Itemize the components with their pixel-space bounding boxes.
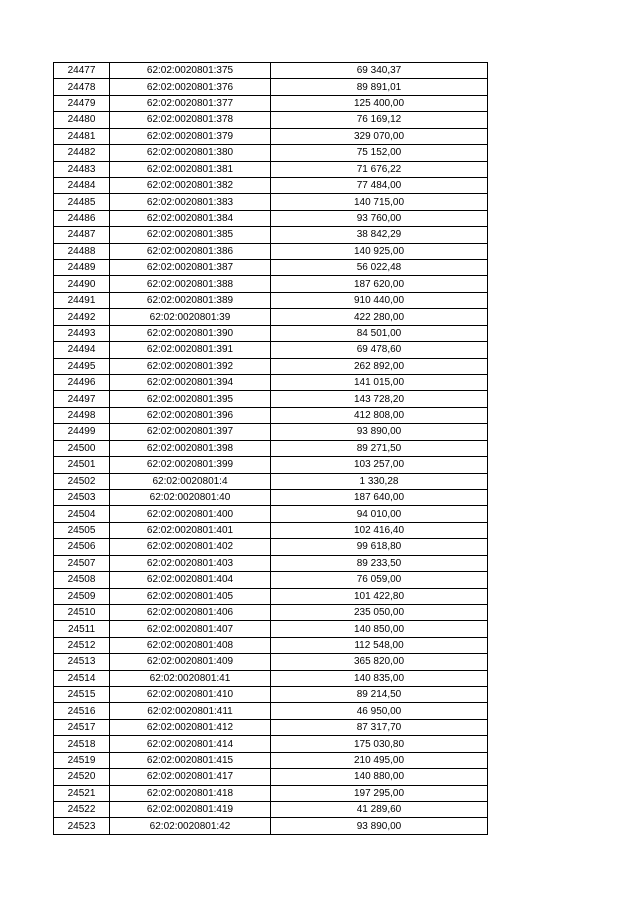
- row-number-cell: 24513: [54, 654, 110, 670]
- cadastral-value-cell: 140 715,00: [271, 194, 488, 210]
- table-row: [54, 604, 488, 620]
- row-number-cell: 24518: [54, 736, 110, 752]
- cadastral-value-cell: 87 317,70: [271, 719, 488, 735]
- cadastral-number-cell: 62:02:0020801:396: [110, 407, 271, 423]
- table-row: [54, 325, 488, 341]
- table-row: [54, 769, 488, 785]
- cadastral-number-cell: 62:02:0020801:398: [110, 440, 271, 456]
- cadastral-number-cell: 62:02:0020801:379: [110, 128, 271, 144]
- cadastral-number-cell: 62:02:0020801:399: [110, 457, 271, 473]
- table-row: [54, 95, 488, 111]
- cadastral-value-cell: 76 059,00: [271, 572, 488, 588]
- table-row: [54, 424, 488, 440]
- cadastral-value-cell: 38 842,29: [271, 227, 488, 243]
- row-number-cell: 24485: [54, 194, 110, 210]
- table-row: [54, 243, 488, 259]
- cadastral-value-cell: 93 890,00: [271, 424, 488, 440]
- cadastral-value-cell: 140 925,00: [271, 243, 488, 259]
- cadastral-value-cell: 1 330,28: [271, 473, 488, 489]
- cadastral-value-cell: 141 015,00: [271, 375, 488, 391]
- cadastral-value-cell: 143 728,20: [271, 391, 488, 407]
- cadastral-value-cell: 56 022,48: [271, 260, 488, 276]
- cadastral-number-cell: 62:02:0020801:407: [110, 621, 271, 637]
- cadastral-number-cell: 62:02:0020801:377: [110, 95, 271, 111]
- table-row: [54, 161, 488, 177]
- table-body: [54, 63, 488, 835]
- cadastral-value-cell: 89 271,50: [271, 440, 488, 456]
- table-row: [54, 292, 488, 308]
- cadastral-number-cell: 62:02:0020801:417: [110, 769, 271, 785]
- row-number-cell: 24522: [54, 801, 110, 817]
- row-number-cell: 24482: [54, 145, 110, 161]
- table-row: [54, 473, 488, 489]
- table-row: [54, 522, 488, 538]
- table-row: [54, 358, 488, 374]
- row-number-cell: 24491: [54, 292, 110, 308]
- row-number-cell: 24516: [54, 703, 110, 719]
- table-row: [54, 210, 488, 226]
- cadastral-value-cell: 210 495,00: [271, 752, 488, 768]
- cadastral-number-cell: 62:02:0020801:376: [110, 79, 271, 95]
- table-row: [54, 818, 488, 834]
- row-number-cell: 24515: [54, 687, 110, 703]
- cadastral-number-cell: 62:02:0020801:40: [110, 489, 271, 505]
- row-number-cell: 24509: [54, 588, 110, 604]
- row-number-cell: 24519: [54, 752, 110, 768]
- cadastral-value-cell: 89 891,01: [271, 79, 488, 95]
- cadastral-value-cell: 125 400,00: [271, 95, 488, 111]
- cadastral-value-cell: 76 169,12: [271, 112, 488, 128]
- table-row: [54, 194, 488, 210]
- row-number-cell: 24496: [54, 375, 110, 391]
- cadastral-number-cell: 62:02:0020801:401: [110, 522, 271, 538]
- cadastral-value-cell: 94 010,00: [271, 506, 488, 522]
- row-number-cell: 24483: [54, 161, 110, 177]
- cadastral-number-cell: 62:02:0020801:415: [110, 752, 271, 768]
- row-number-cell: 24486: [54, 210, 110, 226]
- table-row: [54, 375, 488, 391]
- row-number-cell: 24512: [54, 637, 110, 653]
- cadastral-value-cell: 89 214,50: [271, 687, 488, 703]
- table-row: [54, 654, 488, 670]
- cadastral-number-cell: 62:02:0020801:390: [110, 325, 271, 341]
- cadastral-number-cell: 62:02:0020801:418: [110, 785, 271, 801]
- table-row: [54, 145, 488, 161]
- row-number-cell: 24520: [54, 769, 110, 785]
- cadastral-value-cell: 910 440,00: [271, 292, 488, 308]
- cadastral-number-cell: 62:02:0020801:410: [110, 687, 271, 703]
- table-row: [54, 752, 488, 768]
- row-number-cell: 24503: [54, 489, 110, 505]
- row-number-cell: 24517: [54, 719, 110, 735]
- table-row: [54, 670, 488, 686]
- table-row: [54, 687, 488, 703]
- row-number-cell: 24477: [54, 63, 110, 79]
- cadastral-number-cell: 62:02:0020801:388: [110, 276, 271, 292]
- row-number-cell: 24510: [54, 604, 110, 620]
- cadastral-value-cell: 412 808,00: [271, 407, 488, 423]
- table-row: [54, 391, 488, 407]
- table-row: [54, 63, 488, 79]
- cadastral-number-cell: 62:02:0020801:411: [110, 703, 271, 719]
- table-row: [54, 112, 488, 128]
- row-number-cell: 24489: [54, 260, 110, 276]
- table-row: [54, 260, 488, 276]
- cadastral-value-cell: 140 850,00: [271, 621, 488, 637]
- cadastral-number-cell: 62:02:0020801:419: [110, 801, 271, 817]
- cadastral-value-cell: 41 289,60: [271, 801, 488, 817]
- cadastral-value-cell: 187 640,00: [271, 489, 488, 505]
- row-number-cell: 24495: [54, 358, 110, 374]
- row-number-cell: 24511: [54, 621, 110, 637]
- cadastral-number-cell: 62:02:0020801:375: [110, 63, 271, 79]
- row-number-cell: 24499: [54, 424, 110, 440]
- cadastral-number-cell: 62:02:0020801:394: [110, 375, 271, 391]
- table-row: [54, 539, 488, 555]
- row-number-cell: 24487: [54, 227, 110, 243]
- cadastral-number-cell: 62:02:0020801:402: [110, 539, 271, 555]
- cadastral-number-cell: 62:02:0020801:385: [110, 227, 271, 243]
- cadastral-number-cell: 62:02:0020801:386: [110, 243, 271, 259]
- table-row: [54, 309, 488, 325]
- row-number-cell: 24484: [54, 177, 110, 193]
- row-number-cell: 24494: [54, 342, 110, 358]
- row-number-cell: 24506: [54, 539, 110, 555]
- cadastral-number-cell: 62:02:0020801:383: [110, 194, 271, 210]
- row-number-cell: 24492: [54, 309, 110, 325]
- row-number-cell: 24478: [54, 79, 110, 95]
- cadastral-number-cell: 62:02:0020801:409: [110, 654, 271, 670]
- cadastral-number-cell: 62:02:0020801:408: [110, 637, 271, 653]
- cadastral-number-cell: 62:02:0020801:395: [110, 391, 271, 407]
- cadastral-number-cell: 62:02:0020801:404: [110, 572, 271, 588]
- row-number-cell: 24514: [54, 670, 110, 686]
- cadastral-number-cell: 62:02:0020801:414: [110, 736, 271, 752]
- table-row: [54, 785, 488, 801]
- cadastral-number-cell: 62:02:0020801:378: [110, 112, 271, 128]
- table-row: [54, 407, 488, 423]
- row-number-cell: 24490: [54, 276, 110, 292]
- cadastral-number-cell: 62:02:0020801:4: [110, 473, 271, 489]
- cadastral-value-cell: 262 892,00: [271, 358, 488, 374]
- row-number-cell: 24504: [54, 506, 110, 522]
- row-number-cell: 24498: [54, 407, 110, 423]
- cadastral-number-cell: 62:02:0020801:391: [110, 342, 271, 358]
- cadastral-value-cell: 75 152,00: [271, 145, 488, 161]
- cadastral-value-table: [53, 62, 488, 835]
- cadastral-value-cell: 140 880,00: [271, 769, 488, 785]
- table-row: [54, 703, 488, 719]
- table-row: [54, 79, 488, 95]
- cadastral-value-cell: 197 295,00: [271, 785, 488, 801]
- row-number-cell: 24502: [54, 473, 110, 489]
- cadastral-value-cell: 422 280,00: [271, 309, 488, 325]
- cadastral-number-cell: 62:02:0020801:381: [110, 161, 271, 177]
- table-row: [54, 736, 488, 752]
- cadastral-value-cell: 235 050,00: [271, 604, 488, 620]
- row-number-cell: 24501: [54, 457, 110, 473]
- table-row: [54, 177, 488, 193]
- table-row: [54, 621, 488, 637]
- row-number-cell: 24497: [54, 391, 110, 407]
- cadastral-value-cell: 46 950,00: [271, 703, 488, 719]
- cadastral-number-cell: 62:02:0020801:389: [110, 292, 271, 308]
- row-number-cell: 24493: [54, 325, 110, 341]
- cadastral-value-cell: 71 676,22: [271, 161, 488, 177]
- cadastral-number-cell: 62:02:0020801:39: [110, 309, 271, 325]
- cadastral-value-cell: 93 890,00: [271, 818, 488, 834]
- cadastral-number-cell: 62:02:0020801:41: [110, 670, 271, 686]
- table-row: [54, 555, 488, 571]
- table-row: [54, 457, 488, 473]
- table-row: [54, 489, 488, 505]
- cadastral-value-cell: 102 416,40: [271, 522, 488, 538]
- table-row: [54, 506, 488, 522]
- cadastral-value-cell: 93 760,00: [271, 210, 488, 226]
- cadastral-number-cell: 62:02:0020801:403: [110, 555, 271, 571]
- table-row: [54, 227, 488, 243]
- table-row: [54, 588, 488, 604]
- cadastral-value-cell: 69 478,60: [271, 342, 488, 358]
- cadastral-value-cell: 329 070,00: [271, 128, 488, 144]
- cadastral-number-cell: 62:02:0020801:382: [110, 177, 271, 193]
- cadastral-value-cell: 99 618,80: [271, 539, 488, 555]
- row-number-cell: 24523: [54, 818, 110, 834]
- cadastral-number-cell: 62:02:0020801:400: [110, 506, 271, 522]
- cadastral-value-cell: 140 835,00: [271, 670, 488, 686]
- cadastral-number-cell: 62:02:0020801:384: [110, 210, 271, 226]
- cadastral-value-cell: 84 501,00: [271, 325, 488, 341]
- cadastral-number-cell: 62:02:0020801:380: [110, 145, 271, 161]
- row-number-cell: 24505: [54, 522, 110, 538]
- table-row: [54, 801, 488, 817]
- cadastral-value-cell: 187 620,00: [271, 276, 488, 292]
- cadastral-value-cell: 112 548,00: [271, 637, 488, 653]
- table-row: [54, 440, 488, 456]
- row-number-cell: 24507: [54, 555, 110, 571]
- cadastral-value-cell: 175 030,80: [271, 736, 488, 752]
- row-number-cell: 24488: [54, 243, 110, 259]
- table-row: [54, 719, 488, 735]
- row-number-cell: 24500: [54, 440, 110, 456]
- table-row: [54, 276, 488, 292]
- row-number-cell: 24481: [54, 128, 110, 144]
- cadastral-number-cell: 62:02:0020801:392: [110, 358, 271, 374]
- cadastral-number-cell: 62:02:0020801:397: [110, 424, 271, 440]
- cadastral-number-cell: 62:02:0020801:387: [110, 260, 271, 276]
- row-number-cell: 24479: [54, 95, 110, 111]
- cadastral-value-cell: 77 484,00: [271, 177, 488, 193]
- row-number-cell: 24508: [54, 572, 110, 588]
- cadastral-number-cell: 62:02:0020801:406: [110, 604, 271, 620]
- row-number-cell: 24521: [54, 785, 110, 801]
- table-row: [54, 128, 488, 144]
- table-row: [54, 342, 488, 358]
- cadastral-number-cell: 62:02:0020801:412: [110, 719, 271, 735]
- cadastral-number-cell: 62:02:0020801:42: [110, 818, 271, 834]
- table-row: [54, 572, 488, 588]
- cadastral-value-cell: 103 257,00: [271, 457, 488, 473]
- row-number-cell: 24480: [54, 112, 110, 128]
- cadastral-value-cell: 89 233,50: [271, 555, 488, 571]
- cadastral-number-cell: 62:02:0020801:405: [110, 588, 271, 604]
- cadastral-value-cell: 365 820,00: [271, 654, 488, 670]
- cadastral-value-cell: 69 340,37: [271, 63, 488, 79]
- table-row: [54, 637, 488, 653]
- cadastral-value-cell: 101 422,80: [271, 588, 488, 604]
